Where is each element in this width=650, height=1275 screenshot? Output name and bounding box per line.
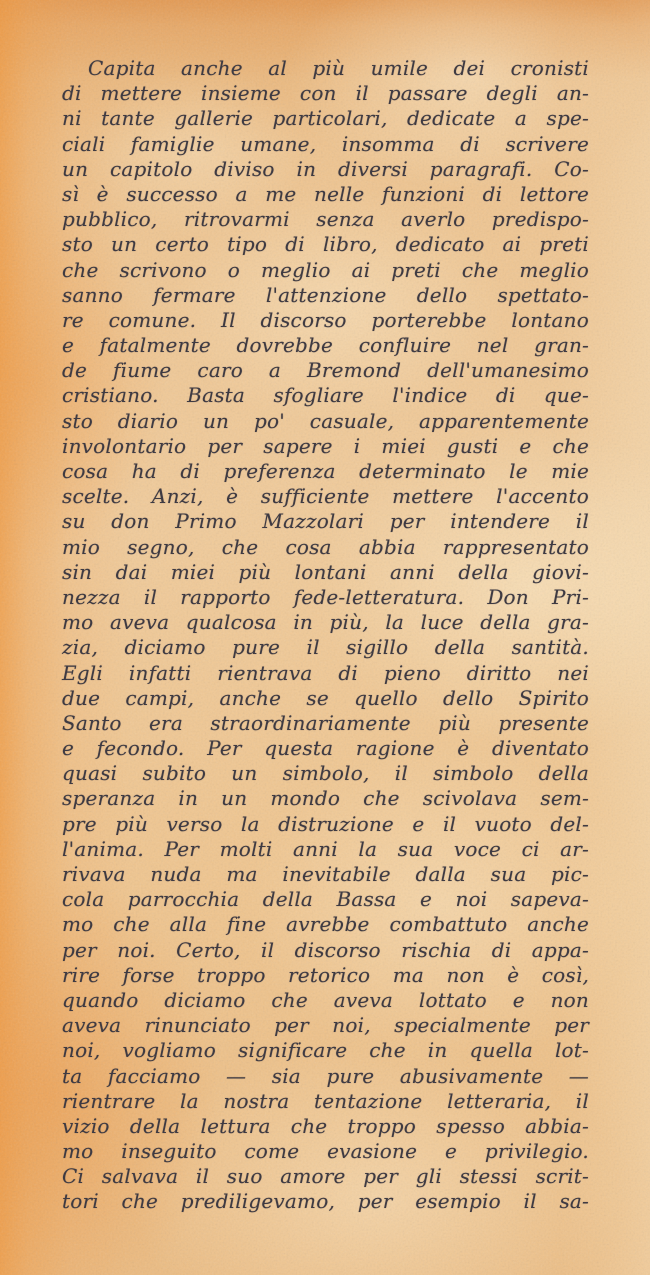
text-line: rire forse troppo retorico ma non è così, bbox=[62, 962, 589, 987]
text-line: de fiume caro a Bremond dell'umanesimo bbox=[62, 358, 589, 383]
text-line: un capitolo diviso in diversi paragrafi. Co- bbox=[62, 156, 589, 181]
text-line: che scrivono o meglio ai preti che meglio bbox=[62, 257, 589, 282]
text-line: aveva rinunciato per noi, specialmente per bbox=[62, 1013, 589, 1038]
text-line: ni tante gallerie particolari, dedicate a spe- bbox=[62, 106, 589, 131]
text-line: nezza il rapporto fede-letteratura. Don Pri- bbox=[62, 584, 589, 609]
text-line: sin dai miei più lontani anni della giovi- bbox=[62, 559, 589, 584]
text-line: mo aveva qualcosa in più, la luce della gra- bbox=[62, 610, 589, 635]
text-line: sto diario un po' casuale, apparentemente bbox=[62, 408, 589, 433]
text-line: tori che prediligevamo, per esempio il sa- bbox=[62, 1189, 589, 1214]
text-line: sto un certo tipo di libro, dedicato ai preti bbox=[62, 232, 589, 257]
text-line: per noi. Certo, il discorso rischia di appa- bbox=[62, 937, 589, 962]
text-line: quando diciamo che aveva lottato e non bbox=[62, 987, 589, 1012]
text-line: ta facciamo — sia pure abusivamente — bbox=[62, 1063, 589, 1088]
text-line: noi, vogliamo significare che in quella lot- bbox=[62, 1038, 589, 1063]
text-line: re comune. Il discorso porterebbe lontano bbox=[62, 307, 589, 332]
text-line: e fatalmente dovrebbe confluire nel gran- bbox=[62, 333, 589, 358]
text-line: Santo era straordinariamente più presente bbox=[62, 710, 589, 735]
text-line: involontario per sapere i miei gusti e che bbox=[62, 433, 589, 458]
text-line: pre più verso la distruzione e il vuoto del- bbox=[62, 811, 589, 836]
text-line: rivava nuda ma inevitabile dalla sua pic- bbox=[62, 862, 589, 886]
text-line: Capita anche al più umile dei cronisti bbox=[88, 56, 589, 80]
text-line: cola parrocchia della Bassa e noi sapeva- bbox=[62, 887, 589, 912]
text-line: rientrare la nostra tentazione letteraria, il bbox=[62, 1088, 589, 1113]
text-line: speranza in un mondo che scivolava sem- bbox=[62, 786, 589, 811]
text-line: due campi, anche se quello dello Spirito bbox=[62, 685, 589, 710]
text-line: mo inseguito come evasione e privilegio. bbox=[62, 1139, 589, 1164]
text-line: mio segno, che cosa abbia rappresentato bbox=[62, 534, 589, 559]
text-line: e fecondo. Per questa ragione è diventato bbox=[62, 736, 589, 761]
page-text-paragraph bbox=[62, 56, 589, 1215]
text-line: vizio della lettura che troppo spesso abbia- bbox=[62, 1113, 589, 1138]
text-line: pubblico, ritrovarmi senza averlo predispo- bbox=[62, 207, 589, 232]
text-line: di mettere insieme con il passare degli an- bbox=[62, 81, 589, 106]
text-line: sì è successo a me nelle funzioni di lettore bbox=[62, 181, 589, 206]
text-line: ciali famiglie umane, insomma di scrivere bbox=[62, 131, 589, 156]
text-line: Egli infatti rientrava di pieno diritto nei bbox=[62, 660, 589, 685]
text-line: sanno fermare l'attenzione dello spettato- bbox=[62, 282, 589, 307]
text-line: l'anima. Per molti anni la sua voce ci ar- bbox=[62, 836, 589, 861]
text-line: cosa ha di preferenza determinato le mie bbox=[62, 459, 589, 483]
text-line: zia, diciamo pure il sigillo della santità. bbox=[62, 635, 589, 660]
text-line: quasi subito un simbolo, il simbolo della bbox=[62, 761, 589, 786]
text-line: Ci salvava il suo amore per gli stessi scrit- bbox=[62, 1164, 589, 1189]
text-line: su don Primo Mazzolari per intendere il bbox=[62, 509, 589, 534]
text-line: scelte. Anzi, è sufficiente mettere l'accento bbox=[62, 484, 589, 509]
text-line: cristiano. Basta sfogliare l'indice di que- bbox=[62, 383, 589, 408]
text-line: mo che alla fine avrebbe combattuto anche bbox=[62, 912, 589, 937]
